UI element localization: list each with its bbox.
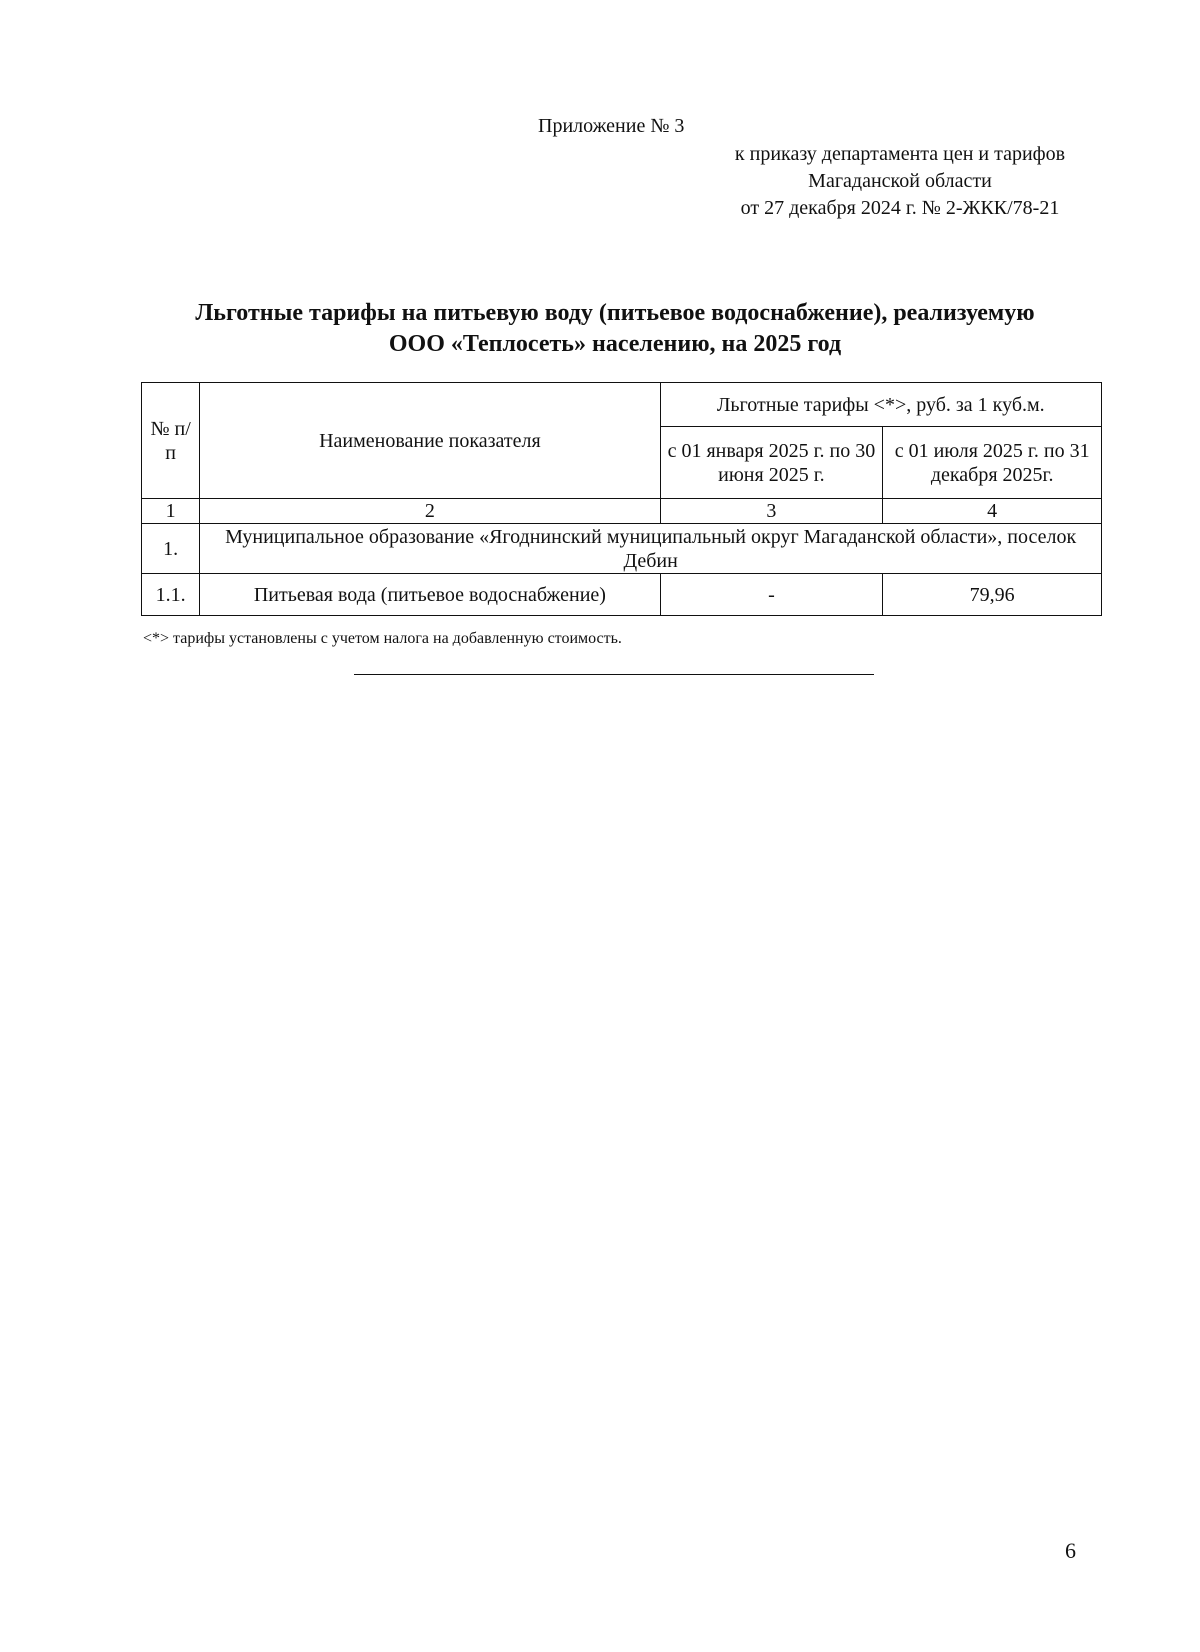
header-tariffs: Льготные тарифы <*>, руб. за 1 куб.м. xyxy=(660,383,1102,427)
column-index-row xyxy=(142,499,1102,524)
section-number: 1. xyxy=(142,524,200,574)
row-number: 1.1. xyxy=(142,574,200,616)
section-name: Муниципальное образование «Ягоднинский муниципальный округ Магаданской области», поселок Дебин xyxy=(200,524,1102,574)
section-row xyxy=(142,524,1102,574)
document-title-line: Льготные тарифы на питьевую воду (питьевое водоснабжение), реализуемую xyxy=(195,300,1035,326)
header-period-2: с 01 июля 2025 г. по 31 декабря 2025г. xyxy=(883,427,1102,499)
table-header-row xyxy=(142,383,1102,427)
order-reference-line: от 27 декабря 2024 г. № 2-ЖКК/78-21 xyxy=(740,197,1060,219)
table-row xyxy=(142,574,1102,616)
column-index: 4 xyxy=(883,499,1102,524)
document-title xyxy=(120,298,1110,360)
column-index: 2 xyxy=(200,499,660,524)
appendix-label: Приложение № 3 xyxy=(538,115,685,137)
row-name: Питьевая вода (питьевое водоснабжение) xyxy=(200,574,660,616)
end-divider xyxy=(354,674,874,675)
order-reference-line: к приказу департамента цен и тарифов xyxy=(734,143,1066,165)
column-index: 3 xyxy=(660,499,883,524)
header-number: № п/п xyxy=(142,383,200,499)
tariff-table xyxy=(141,382,1102,616)
order-reference-line: Магаданской области xyxy=(808,170,992,192)
header-period-1: с 01 января 2025 г. по 30 июня 2025 г. xyxy=(660,427,883,499)
row-period-2-value: 79,96 xyxy=(883,574,1102,616)
document-title-line: ООО «Теплосеть» населению, на 2025 год xyxy=(388,331,842,357)
header-name: Наименование показателя xyxy=(200,383,660,499)
column-index: 1 xyxy=(142,499,200,524)
row-period-1-value: - xyxy=(660,574,883,616)
page-number: 6 xyxy=(1065,1538,1076,1563)
order-reference xyxy=(700,141,1100,222)
footnote: <*> тарифы установлены с учетом налога на добавленную стоимость. xyxy=(143,630,622,647)
